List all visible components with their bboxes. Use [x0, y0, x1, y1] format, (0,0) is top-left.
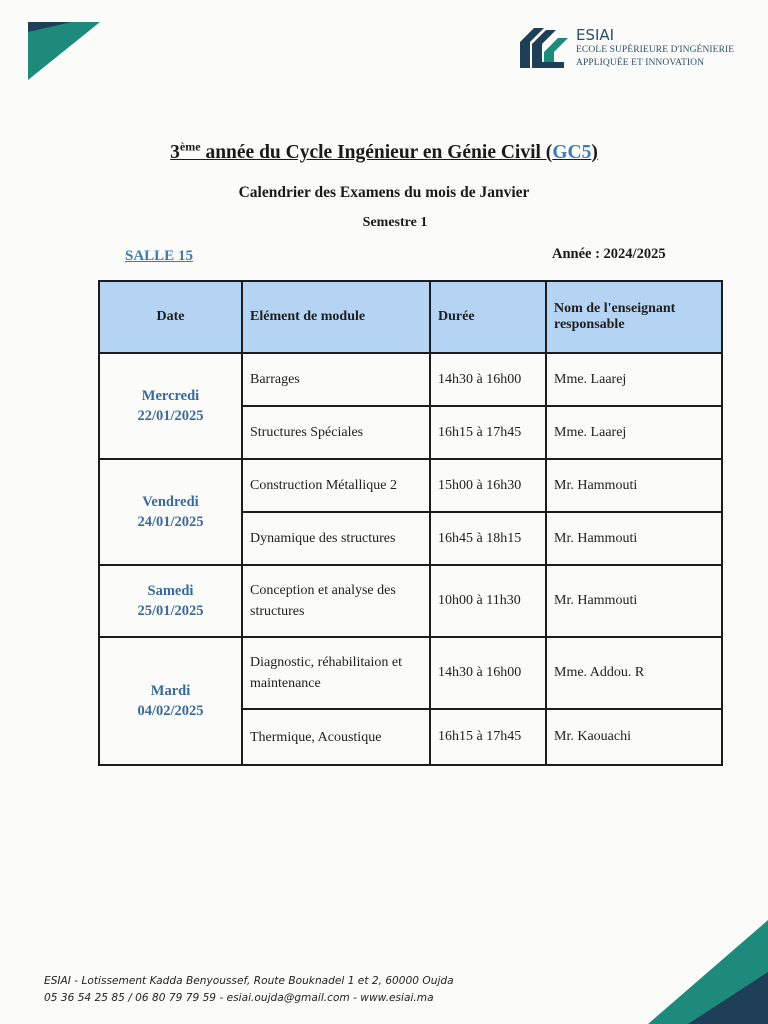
duration-cell: 14h30 à 16h00	[430, 353, 546, 406]
logo-name: ESIAI	[576, 26, 615, 44]
table-row	[99, 353, 722, 406]
duration-cell: 16h15 à 17h45	[430, 709, 546, 765]
module-cell: Barrages	[242, 353, 430, 406]
header-teacher: Nom de l'enseignant responsable	[546, 281, 722, 353]
day-name: Samedi	[147, 583, 194, 599]
footer-address	[44, 973, 454, 1007]
title-suffix: )	[591, 142, 598, 163]
duration-cell: 10h00 à 11h30	[430, 565, 546, 637]
exam-schedule-table	[98, 280, 723, 766]
teacher-cell: Mr. Hammouti	[546, 512, 722, 565]
table-header-row	[99, 281, 722, 353]
semester-label: Semestre 1	[362, 215, 428, 230]
day-date: 04/02/2025	[137, 703, 204, 719]
program-code: GC5	[552, 142, 592, 163]
footer-line-address: ESIAI - Lotissement Kadda Benyoussef, Route Bouknadel 1 et 2, 60000 Oujda	[44, 975, 454, 987]
title-superscript: ème	[179, 139, 201, 154]
esiai-logo	[518, 22, 748, 78]
teacher-cell: Mme. Laarej	[546, 353, 722, 406]
day-date: 25/01/2025	[137, 603, 204, 619]
module-cell: Construction Métallique 2	[242, 459, 430, 512]
duration-cell: 15h00 à 16h30	[430, 459, 546, 512]
module-cell: Conception et analyse des structures	[242, 565, 430, 637]
corner-decoration-top-left	[28, 22, 100, 84]
day-name: Mercredi	[141, 388, 200, 404]
header-module: Elément de module	[242, 281, 430, 353]
title-prefix: 3	[170, 142, 180, 163]
corner-decoration-bottom-right	[648, 920, 768, 1024]
title-main: année du Cycle Ingénieur en Génie Civil (	[200, 142, 553, 163]
date-cell	[99, 565, 242, 637]
day-date: 24/01/2025	[137, 514, 204, 530]
module-cell: Dynamique des structures	[242, 512, 430, 565]
header-date: Date	[99, 281, 242, 353]
logo-tagline-line2: APPLIQUÉE ET INNOVATION	[576, 58, 705, 68]
teacher-cell: Mme. Laarej	[546, 406, 722, 459]
document-title	[0, 139, 768, 164]
date-cell	[99, 459, 242, 565]
module-cell: Structures Spéciales	[242, 406, 430, 459]
logo-tagline-line1: ECOLE SUPÉRIEURE D'INGÉNIERIE	[576, 45, 735, 55]
table-row	[99, 565, 722, 637]
table-row	[99, 637, 722, 709]
day-date: 22/01/2025	[137, 408, 204, 424]
teacher-cell: Mr. Hammouti	[546, 459, 722, 512]
day-name: Mardi	[150, 683, 191, 699]
header-duration: Durée	[430, 281, 546, 353]
duration-cell: 16h45 à 18h15	[430, 512, 546, 565]
teacher-cell: Mme. Addou. R	[546, 637, 722, 709]
document-subtitle: Calendrier des Examens du mois de Janvier	[238, 184, 530, 201]
date-cell	[99, 637, 242, 765]
duration-cell: 14h30 à 16h00	[430, 637, 546, 709]
esiai-logo-icon	[518, 22, 570, 72]
module-cell: Diagnostic, réhabilitaion et maintenance	[242, 637, 430, 709]
footer-line-contact: 05 36 54 25 85 / 06 80 79 79 59 - esiai.oujda@gmail.com - www.esiai.ma	[44, 992, 434, 1004]
room-label: SALLE 15	[125, 248, 193, 264]
module-cell: Thermique, Acoustique	[242, 709, 430, 765]
table-row	[99, 459, 722, 512]
duration-cell: 16h15 à 17h45	[430, 406, 546, 459]
academic-year: Année : 2024/2025	[552, 246, 666, 262]
date-cell	[99, 353, 242, 459]
teacher-cell: Mr. Kaouachi	[546, 709, 722, 765]
teacher-cell: Mr. Hammouti	[546, 565, 722, 637]
day-name: Vendredi	[142, 494, 199, 510]
